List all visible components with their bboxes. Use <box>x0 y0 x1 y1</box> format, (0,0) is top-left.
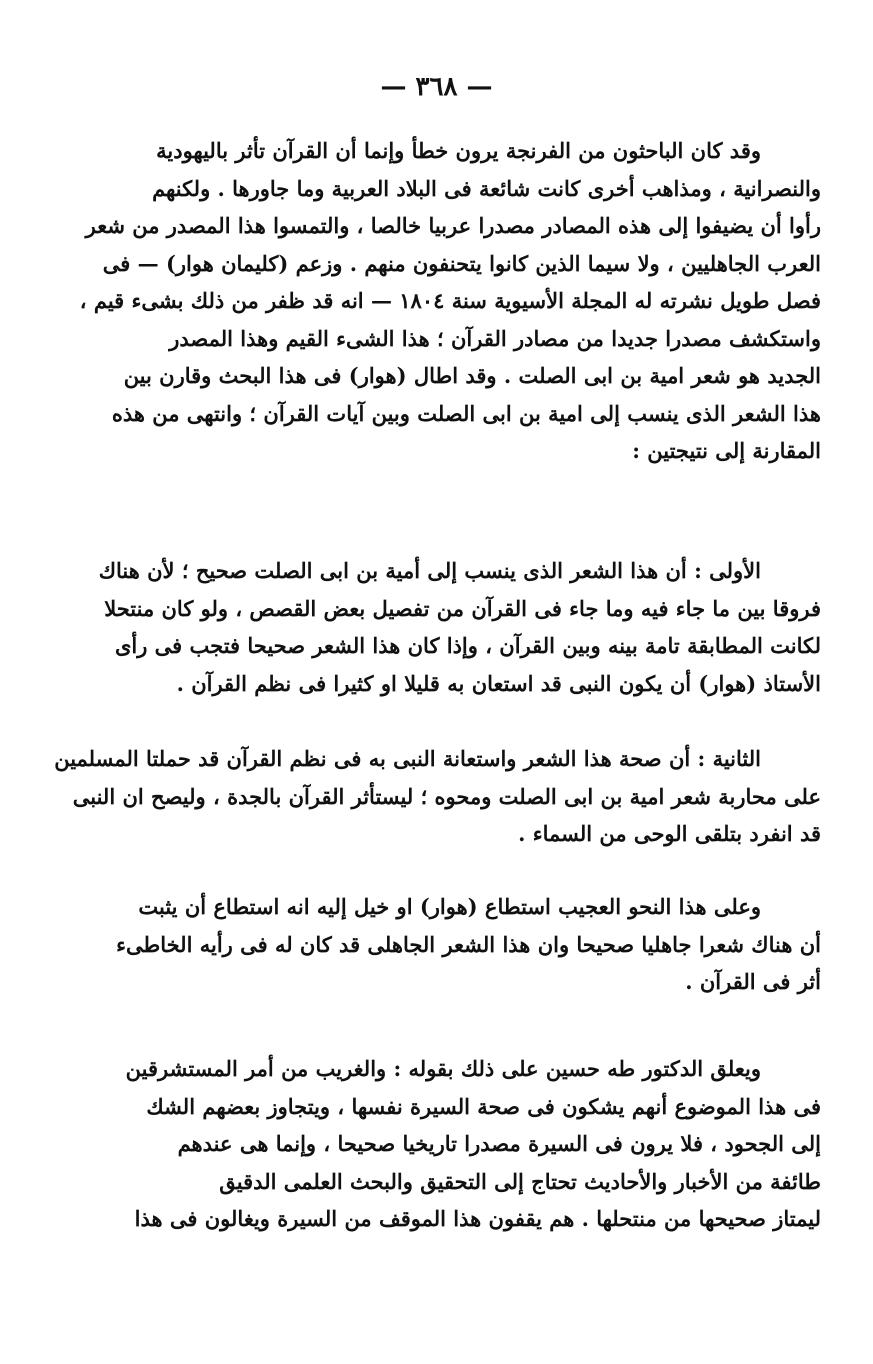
text-line: أن هناك شعرا جاهليا صحيحا وان هذا الشعر الجاهلى قد كان له فى رأيه الخاطىء <box>116 931 821 957</box>
text-line: وعلى هذا النحو العجيب استطاع (هوار) او خيل إليه انه استطاع أن يثبت <box>138 894 761 919</box>
text-line: طائفة من الأخبار والأحاديث تحتاج إلى التحقيق والبحث العلمى الدقيق <box>219 1168 821 1194</box>
text-line: واستكشف مصدرا جديدا من مصادر القرآن ؛ هذا الشىء القيم وهذا المصدر <box>169 325 821 351</box>
text-line: الأولى : أن هذا الشعر الذى ينسب إلى أمية بن ابى الصلت صحيح ؛ لأن هناك <box>98 558 761 583</box>
text-line: قد انفرد بتلقى الوحى من السماء . <box>518 821 821 846</box>
text-line: الثانية : أن صحة هذا الشعر واستعانة النبى به فى نظم القرآن قد حملتا المسلمين <box>54 746 761 771</box>
text-line: رأوا أن يضيفوا إلى هذه المصادر مصدرا عربيا خالصا ، والتمسوا هذا المصدر من شعر <box>85 213 821 238</box>
text-line: فى هذا الموضوع أنهم يشكون فى صحة السيرة نفسها ، ويتجاوز بعضهم الشك <box>146 1093 821 1119</box>
text-line: المقارنة إلى نتيجتين : <box>632 438 821 463</box>
paragraph-5 <box>40 1050 821 1238</box>
text-line: فروقا بين ما جاء فيه وما جاء فى القرآن من تفصيل بعض القصص ، ولو كان منتحلا <box>104 595 821 621</box>
text-line: هذا الشعر الذى ينسب إلى امية بن ابى الصلت وبين آيات القرآن ؛ وانتهى من هذه <box>111 400 821 426</box>
page-number: — ٣٦٨ — <box>380 72 493 102</box>
text-line: العرب الجاهليين ، ولا سيما الذين كانوا يتحنفون منهم . وزعم (كليمان هوار) — فى <box>102 250 821 276</box>
paragraph-1 <box>40 132 821 470</box>
text-line: إلى الجحود ، فلا يرون فى السيرة مصدرا تاريخيا صحيحا ، وإنما هى عندهم <box>177 1131 821 1156</box>
paragraph-2 <box>40 552 821 702</box>
text-line: ويعلق الدكتور طه حسين على ذلك بقوله : والغريب من أمر المستشرقين <box>125 1056 761 1081</box>
text-line: على محاربة شعر امية بن ابى الصلت ومحوه ؛ ليستأثر القرآن بالجدة ، وليصح ان النبى <box>72 783 821 809</box>
paragraph-3 <box>40 740 821 853</box>
text-line: فصل طويل نشرته له المجلة الأسيوية سنة ١٨٠٤ — انه قد ظفر من ذلك بشىء قيم ، <box>79 288 821 313</box>
text-line: الجديد هو شعر امية بن ابى الصلت . وقد اطال (هوار) فى هذا البحث وقارن بين <box>123 363 821 388</box>
text-line: وقد كان الباحثون من الفرنجة يرون خطأ وإنما أن القرآن تأثر باليهودية <box>156 138 761 163</box>
text-line: الأستاذ (هوار) أن يكون النبى قد استعان به قليلا او كثيرا فى نظم القرآن . <box>176 670 821 696</box>
text-line: أثر فى القرآن . <box>685 969 821 994</box>
text-line: والنصرانية ، ومذاهب أخرى كانت شائعة فى البلاد العربية وما جاورها . ولكنهم <box>152 175 821 201</box>
paragraph-4 <box>40 888 821 1001</box>
text-line: لكانت المطابقة تامة بينه وبين القرآن ، وإذا كان هذا الشعر صحيحا فتجب فى رأى <box>114 633 821 658</box>
text-line: ليمتاز صحيحها من منتحلها . هم يقفون هذا الموقف من السيرة ويغالون فى هذا <box>134 1206 821 1231</box>
